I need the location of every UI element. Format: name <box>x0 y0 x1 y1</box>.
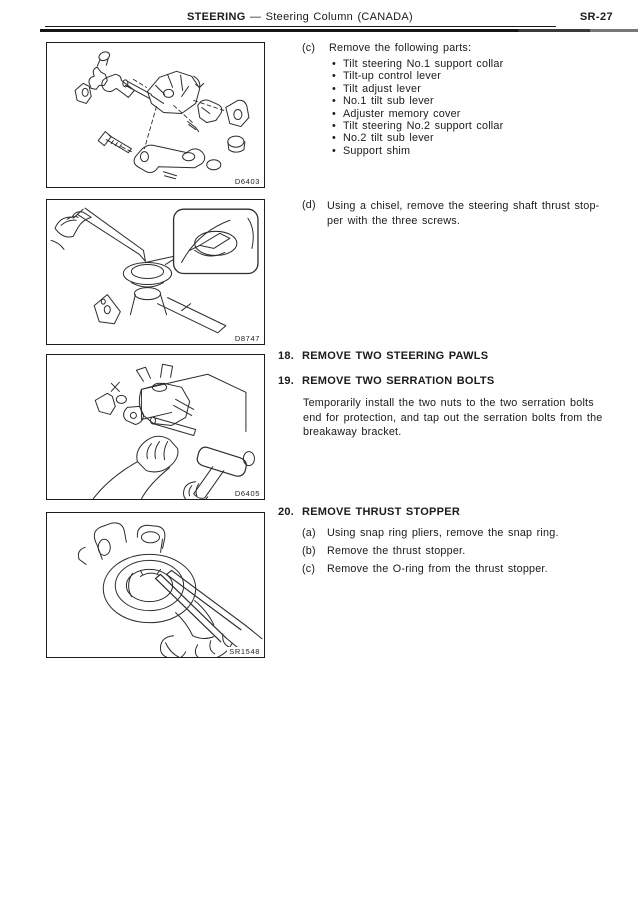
header-rule-thin <box>45 26 556 27</box>
step-c-label: (c) <box>302 42 316 54</box>
step-d-line: Using a chisel, remove the steering shaft thrust stop- <box>327 200 600 212</box>
body-line: end for protection, and tap out the serration bolts from the <box>303 411 603 424</box>
part-item: • Adjuster memory cover <box>332 108 503 120</box>
step-c-text: Remove the following parts: <box>329 42 472 54</box>
exploded-parts-illustration <box>47 43 264 187</box>
step-number: 19. <box>278 375 295 387</box>
figure-chisel-thrust-stopper <box>46 199 265 345</box>
substep-text: Using snap ring pliers, remove the snap ring. <box>327 527 559 539</box>
step-19-heading <box>278 375 494 387</box>
step-19-body <box>303 396 602 440</box>
hammer-illustration <box>47 355 264 499</box>
substep-text: Remove the O-ring from the thrust stopper. <box>327 563 548 575</box>
part-item: • No.2 tilt sub lever <box>332 132 503 144</box>
step-title: REMOVE TWO SERRATION BOLTS <box>302 375 495 387</box>
figure-code: SR1548 <box>229 647 260 656</box>
pliers-illustration <box>47 513 264 657</box>
figure-code: D6405 <box>234 489 260 498</box>
section-subtitle: Steering Column (CANADA) <box>265 11 414 23</box>
title-separator: — <box>249 11 262 23</box>
step-20-heading <box>278 506 460 518</box>
section-name: STEERING <box>186 11 246 23</box>
header-rule-thick <box>40 29 638 32</box>
page-title <box>0 11 600 23</box>
chisel-illustration <box>47 200 264 344</box>
part-item: • Support shim <box>332 145 503 157</box>
figure-snap-ring-pliers <box>46 512 265 658</box>
step-20a <box>302 527 559 540</box>
step-d-label: (d) <box>302 199 316 211</box>
step-title: REMOVE THRUST STOPPER <box>302 506 461 518</box>
step-d-text <box>327 199 599 229</box>
figure-exploded-tilt-parts <box>46 42 265 188</box>
body-line: breakaway bracket. <box>303 426 402 439</box>
substep-label: (b) <box>302 545 316 557</box>
step-20b <box>302 545 465 558</box>
page-number: SR-27 <box>579 11 613 23</box>
figure-hammer-serration-bolt <box>46 354 265 500</box>
part-item: • Tilt-up control lever <box>332 70 503 82</box>
part-item: • No.1 tilt sub lever <box>332 95 503 107</box>
step-20c <box>302 563 548 576</box>
substep-text: Remove the thrust stopper. <box>327 545 466 557</box>
figure-code: D6403 <box>234 177 260 186</box>
part-item: • Tilt steering No.1 support collar <box>332 58 503 70</box>
step-d-line: per with the three screws. <box>327 215 461 227</box>
step-number: 18. <box>278 350 295 362</box>
parts-list <box>332 58 503 157</box>
part-item: • Tilt adjust lever <box>332 83 503 95</box>
body-line: Temporarily install the two nuts to the two serration bolts <box>303 397 594 409</box>
part-item: • Tilt steering No.2 support collar <box>332 120 503 132</box>
figure-code: D8747 <box>234 334 260 343</box>
step-c <box>302 42 471 55</box>
step-d <box>302 199 599 229</box>
step-number: 20. <box>278 506 295 518</box>
substep-label: (c) <box>302 563 316 575</box>
substep-label: (a) <box>302 527 316 539</box>
step-title: REMOVE TWO STEERING PAWLS <box>302 350 489 362</box>
step-18-heading <box>278 350 488 362</box>
